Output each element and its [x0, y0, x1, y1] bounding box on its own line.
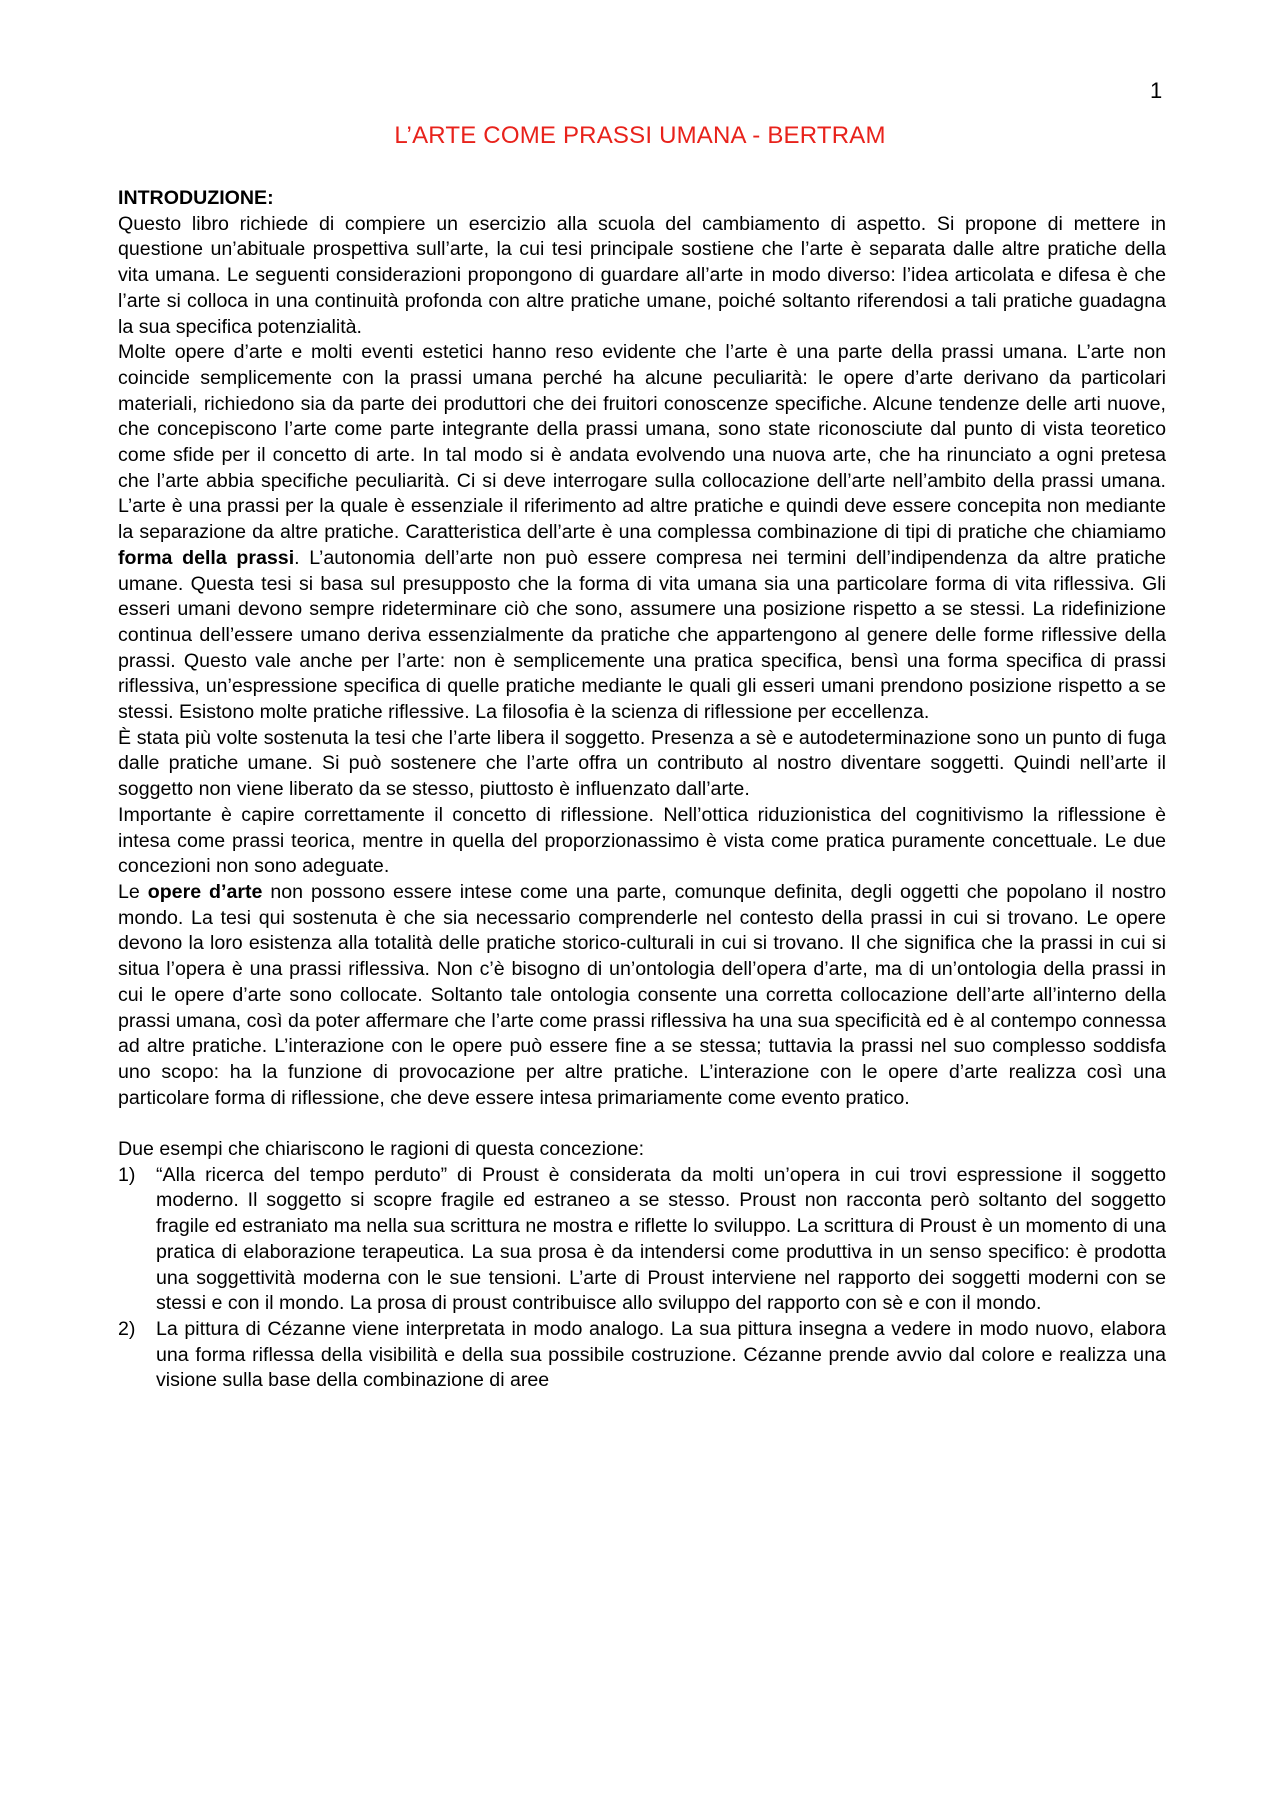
paragraph-opere-bold: opere d’arte	[147, 880, 263, 903]
list-item-text: La pittura di Cézanne viene interpretata in modo analogo. La sua pittura insegna a vedere in modo nuovo, elabora una forma riflessa della visibilità e della sua possibile costruzione. Cézanne prende avvio dal colore e realizza una visione sulla base della combinazione di aree	[156, 1317, 1166, 1392]
paragraph-riflessione: Importante è capire correttamente il concetto di riflessione. Nell’ottica riduzionistica del cognitivismo la riflessione è intesa come prassi teorica, mentre in quella del proporzionassimo è vista come pratica puramente concettuale. Le due concezioni non sono adeguate.	[118, 803, 1166, 878]
examples-list	[118, 1163, 1166, 1394]
paragraph-examples-intro: Due esempi che chiariscono le ragioni di questa concezione:	[118, 1138, 645, 1160]
paragraph-soggetto: È stata più volte sostenuta la tesi che l’arte libera il soggetto. Presenza a sè e autodeterminazione sono un punto di fuga dalle pratiche umane. Si può sostenere che l’arte offra un contributo al nostro diventare soggetti. Quindi nell’arte il soggetto non viene liberato da se stesso, piuttosto è influenzato dall’arte.	[118, 726, 1166, 801]
list-item-text: “Alla ricerca del tempo perduto” di Proust è considerata da molti un’opera in cui trovi espressione il soggetto moderno. Il soggetto si scopre fragile ed estraneo a se stesso. Proust non racconta però soltanto del soggetto fragile ed estraniato ma nella sua scrittura ne mostra e riflette lo sviluppo. La scrittura di Proust è un momento di una pratica di elaborazione terapeutica. La sua prosa è da intendersi come produttiva in un senso specifico: è prodotta una soggettività moderna con le sue tensioni. L’arte di Proust interviene nel rapporto dei soggetti moderni con se stessi e con il mondo. La prosa di proust contribuisce allo sviluppo del rapporto con sè e con il mondo.	[156, 1163, 1166, 1315]
paragraph-opere-text-2: non possono essere intese come una parte, comunque definita, degli oggetti che popolano il nostro mondo. La tesi qui sostenuta è che sia necessario comprenderle nel contesto della prassi in cui si trovano. Le opere devono la loro esistenza alla totalità delle pratiche storico-culturali in cui si trovano. Il che significa che la prassi in cui si situa l’opera è una prassi riflessiva. Non c’è bisogno di un’ontologia dell’opera d’arte, ma di un’ontologia della prassi in cui le opere d’arte sono collocate. Soltanto tale ontologia consente una corretta collocazione dell’arte all’interno della prassi umana, così da poter affermare che l’arte come prassi riflessiva ha una sua specificità ed è al contempo connessa ad altre pratiche. L’interazione con le opere può essere fine a se stessa; tuttavia la prassi nel suo complesso soddisfa uno scopo: ha la funzione di provocazione per altre pratiche. L’interazione con le opere d’arte realizza così una particolare forma di riflessione, che deve essere intesa primariamente come evento pratico.	[118, 880, 1166, 1109]
paragraph-prassi	[118, 340, 1166, 726]
paragraph-intro: Questo libro richiede di compiere un esercizio alla scuola del cambiamento di aspetto. Si propone di mettere in questione un’abituale prospettiva sull’arte, la cui tesi principale sostiene che l’arte è separata dalle altre pratiche della vita umana. Le seguenti considerazioni propongono di guardare all’arte in modo diverso: l’idea articolata e difesa è che l’arte si colloca in una continuità profonda con altre pratiche umane, poiché soltanto riferendosi a tali pratiche guadagna la sua specifica potenzialità.	[118, 212, 1166, 338]
paragraph-opere-text-1: Le	[118, 880, 148, 903]
list-item-number: 2)	[118, 1317, 136, 1340]
document-title: L’ARTE COME PRASSI UMANA - BERTRAM	[394, 122, 886, 149]
list-item	[118, 1163, 1166, 1317]
paragraph-prassi-text-2: . L’autonomia dell’arte non può essere compresa nei termini dell’indipendenza da altre pratiche umane. Questa tesi si basa sul presupposto che la forma di vita umana sia una particolare forma di vita riflessiva. Gli esseri umani devono sempre rideterminare ciò che sono, assumere una posizione rispetto a se stessi. La ridefinizione continua dell’essere umano deriva essenzialmente da pratiche che appartengono al genere delle forme riflessive della prassi. Questo vale anche per l’arte: non è semplicemente una pratica specifica, bensì una forma specifica di prassi riflessiva, un’espressione specifica di quelle pratiche mediante le quali gli esseri umani prendono posizione rispetto a se stessi. Esistono molte pratiche riflessive. La filosofia è la scienza di riflessione per eccellenza.	[118, 546, 1166, 724]
section-heading: INTRODUZIONE:	[118, 187, 274, 209]
list-item	[118, 1317, 1166, 1394]
paragraph-prassi-text-1: Molte opere d’arte e molti eventi estetici hanno reso evidente che l’arte è una parte della prassi umana. L’arte non coincide semplicemente con la prassi umana perché ha alcune peculiarità: le opere d’arte derivano da particolari materiali, richiedono sia da parte dei produttori che dei fruitori conoscenze specifiche. Alcune tendenze delle arti nuove, che concepiscono l’arte come parte integrante della prassi umana, sono state riconosciute dal punto di vista teoretico come sfide per il concetto di arte. In tal modo si è andata evolvendo una nuova arte, che ha rinunciato a ogni pretesa che l’arte abbia specifiche peculiarità. Ci si deve interrogare sulla collocazione dell’arte nell’ambito della prassi umana. L’arte è una prassi per la quale è essenziale il riferimento ad altre pratiche e quindi deve essere concepita non mediante la separazione da altre pratiche. Caratteristica dell’arte è una complessa combinazione di tipi di pratiche che chiamiamo	[118, 341, 1166, 544]
page-number: 1	[1150, 78, 1163, 103]
paragraph-opere	[118, 880, 1166, 1111]
paragraph-spacer	[118, 1111, 1166, 1137]
list-item-number: 1)	[118, 1163, 136, 1186]
paragraph-prassi-bold: forma della prassi	[118, 546, 295, 569]
document-body	[118, 186, 1166, 1394]
